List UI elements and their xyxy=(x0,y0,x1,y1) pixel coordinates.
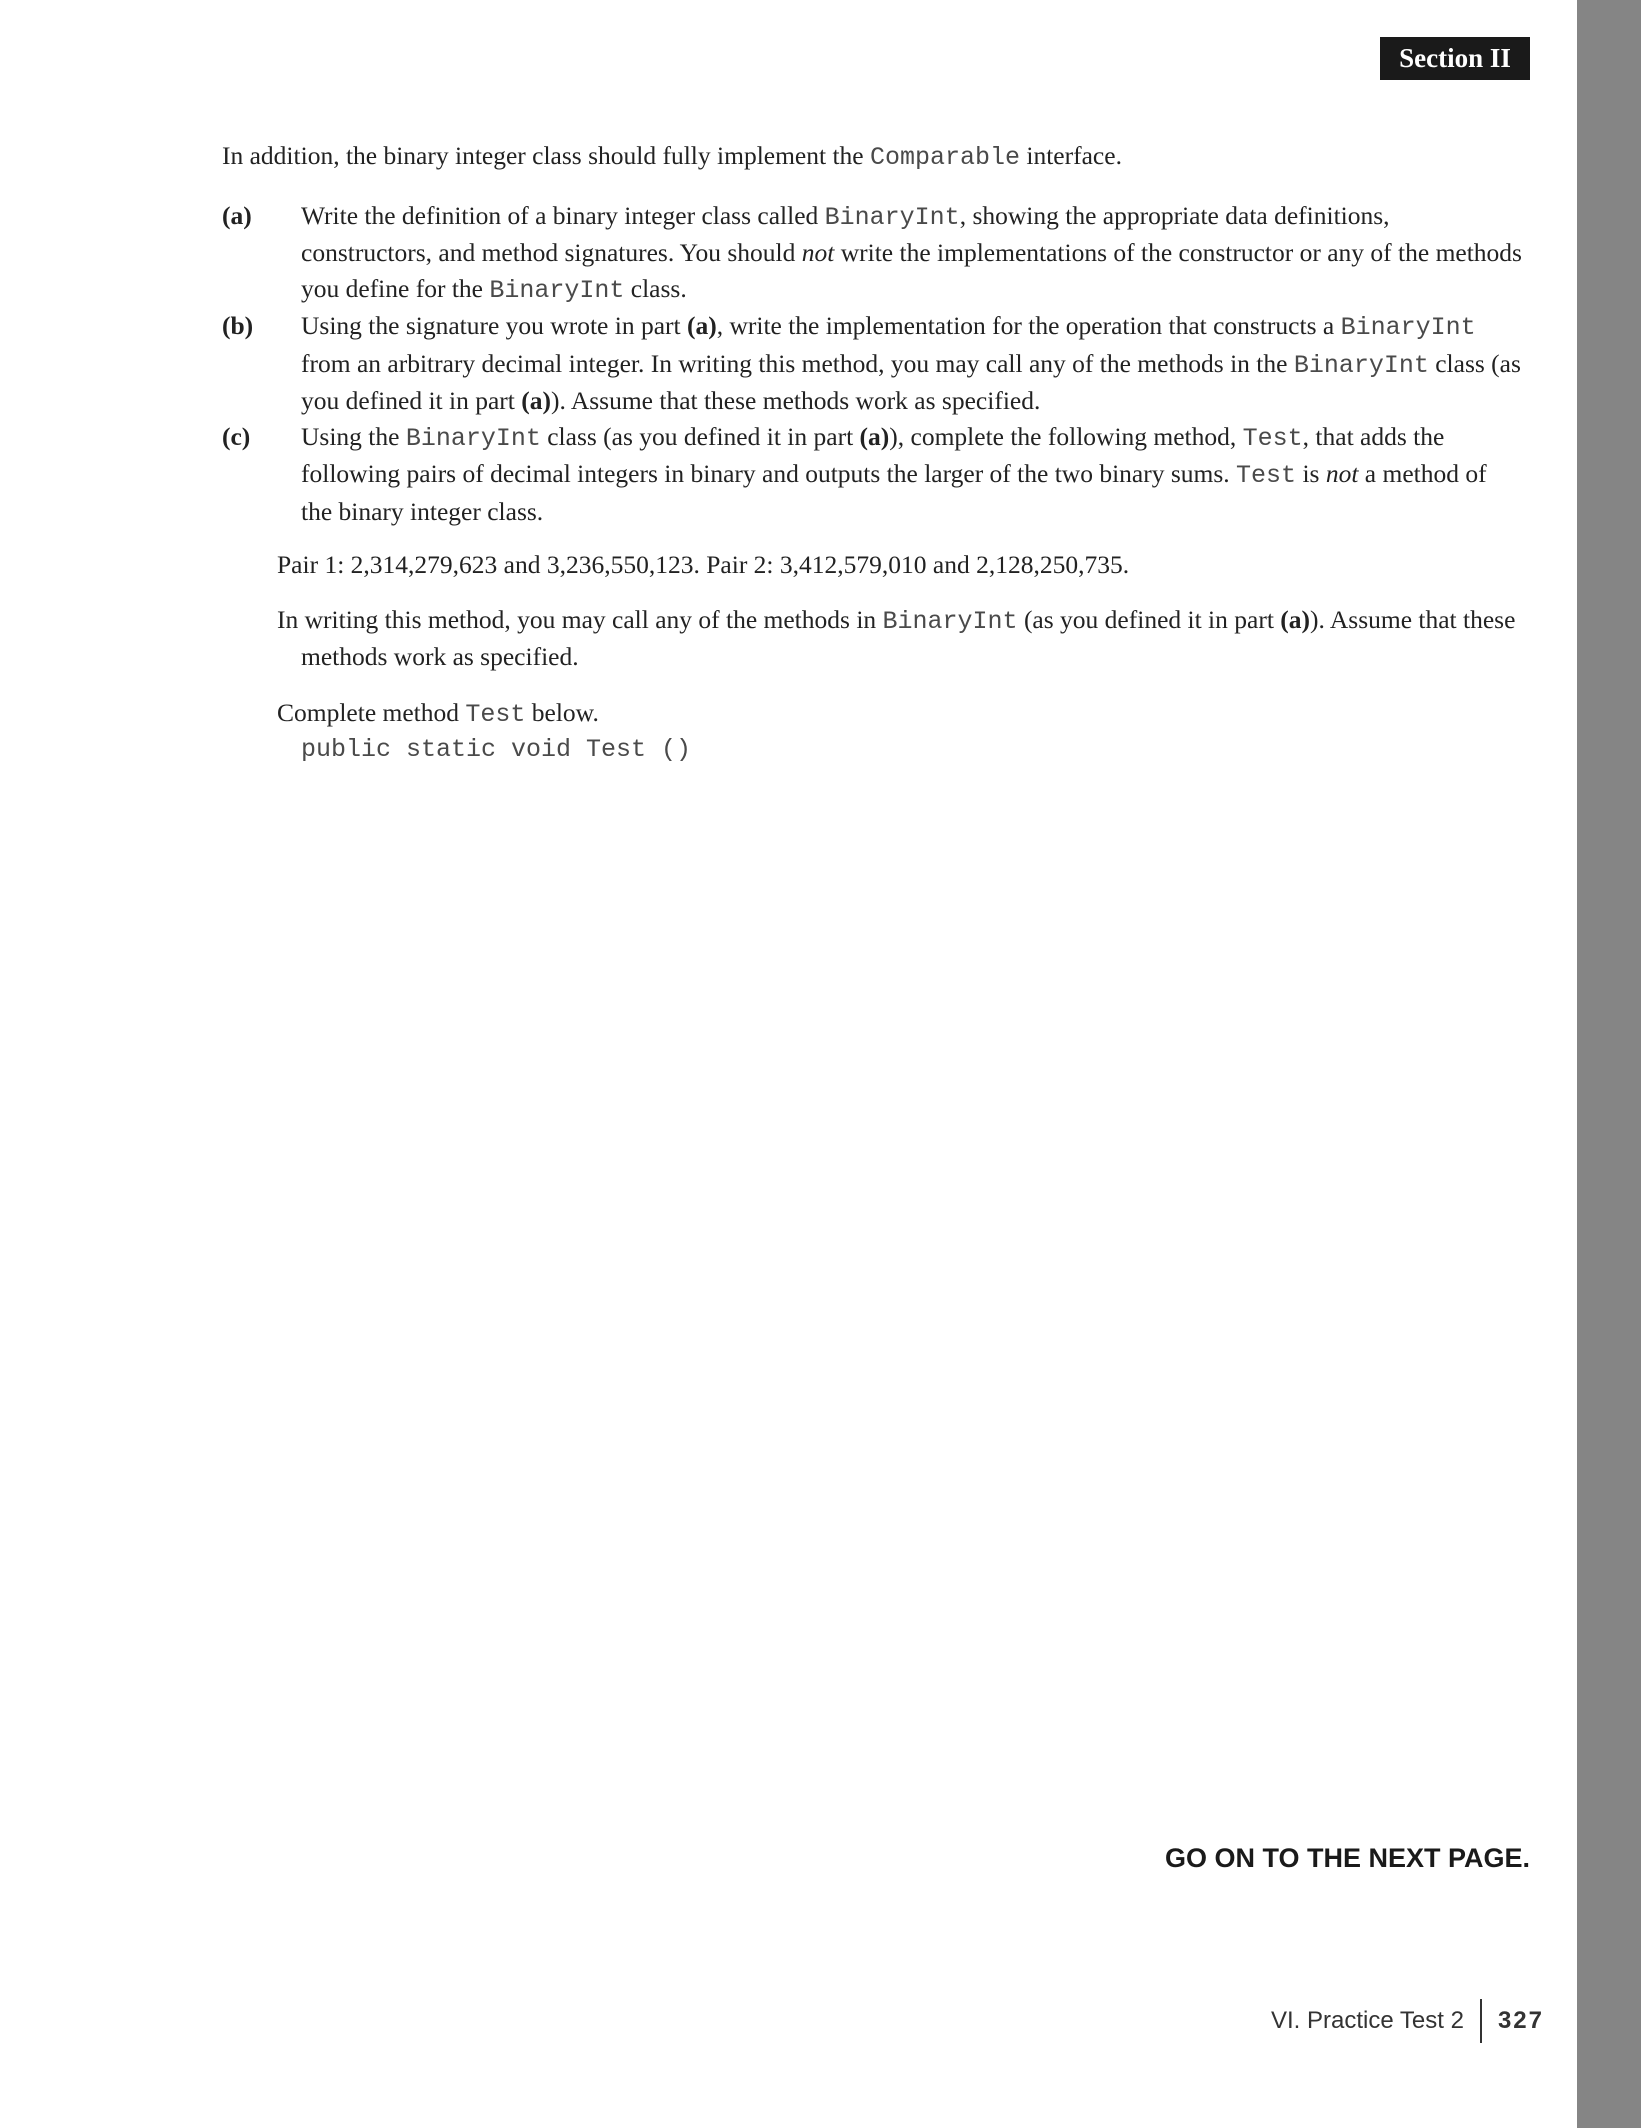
part-c-text-3: ), complete the following method, xyxy=(889,421,1243,451)
part-b-text-3: from an arbitrary decimal integer. In writing this method, you may call any of the methods in the xyxy=(301,348,1294,378)
complete-text-1: Complete method xyxy=(277,697,466,727)
part-b-text-5: ). Assume that these methods work as specified. xyxy=(550,386,1041,415)
writing-text-3: ). Assume that these methods work as specified. xyxy=(301,604,1516,671)
part-c-code-1: BinaryInt xyxy=(405,423,541,453)
footer-divider xyxy=(1480,1999,1482,2043)
part-c-text-6: a method of the binary integer class. xyxy=(301,459,1487,526)
method-signature-code: public static void Test () xyxy=(301,735,692,764)
part-b-text-2: , write the implementation for the operation that constructs a xyxy=(716,311,1341,340)
complete-instruction xyxy=(277,695,1522,733)
page-number: 327 xyxy=(1497,2007,1544,2034)
part-b-text-4: class (as you defined it in part xyxy=(301,348,1521,415)
writing-text-1: In writing this method, you may call any of the methods in xyxy=(277,604,883,634)
writing-ref-1: (a) xyxy=(1280,604,1311,634)
part-c-text-1: Using the xyxy=(301,421,406,451)
part-c-emphasis: not xyxy=(1325,459,1359,488)
part-a-text-2: , showing the appropriate data definitions, constructors, and method signatures. You should xyxy=(301,200,1390,267)
part-b-code-1: BinaryInt xyxy=(1340,313,1476,342)
writing-code-1: BinaryInt xyxy=(882,606,1018,636)
part-a-text-4: class. xyxy=(624,273,687,303)
writing-note xyxy=(277,602,1522,675)
part-a-code-1: BinaryInt xyxy=(824,202,960,232)
part-c-text-5: is xyxy=(1296,459,1326,488)
part-b-ref-2: (a) xyxy=(521,386,551,415)
part-a xyxy=(222,198,1522,309)
part-c-text-4: , that adds the following pairs of decimal integers in binary and outputs the larger of the two binary sums. xyxy=(301,421,1445,488)
part-b-text-1: Using the signature you wrote in part xyxy=(301,311,687,340)
part-a-text-1: Write the definition of a binary integer class called xyxy=(301,200,825,230)
pairs-text: Pair 1: 2,314,279,623 and 3,236,550,123. Pair 2: 3,412,579,010 and 2,128,250,735. xyxy=(277,550,1130,579)
part-b-code-2: BinaryInt xyxy=(1293,350,1429,380)
part-c-text-2: class (as you defined it in part xyxy=(540,421,860,451)
part-b-label: (b) xyxy=(222,311,254,340)
part-b xyxy=(222,308,1522,419)
section-header-tab xyxy=(1380,37,1530,80)
complete-code-1: Test xyxy=(465,699,526,729)
part-b-ref-1: (a) xyxy=(686,311,717,340)
writing-text-2: (as you defined it in part xyxy=(1017,604,1281,634)
part-c xyxy=(222,419,1522,530)
part-c-text xyxy=(301,419,1522,530)
part-c-code-3: Test xyxy=(1236,461,1297,490)
part-a-text-3: write the implementations of the constructor or any of the methods you define for the xyxy=(301,238,1522,303)
part-b-text xyxy=(301,308,1522,419)
part-a-label: (a) xyxy=(222,200,252,230)
question-content xyxy=(222,138,1522,768)
part-c-ref-1: (a) xyxy=(859,421,890,451)
side-margin-bar xyxy=(1577,0,1641,2128)
part-a-emphasis: not xyxy=(801,238,835,267)
go-on-next-page: GO ON TO THE NEXT PAGE. xyxy=(1164,1843,1530,1873)
page-footer xyxy=(1271,1998,1544,2044)
part-a-text xyxy=(301,198,1522,309)
complete-text-2: below. xyxy=(525,697,599,727)
part-title: VI. Practice Test 2 xyxy=(1270,2007,1464,2034)
part-c-label: (c) xyxy=(222,421,251,451)
part-a-code-2: BinaryInt xyxy=(489,275,625,305)
part-c-details xyxy=(277,547,1522,768)
intro-text-end: interface. xyxy=(1020,141,1122,170)
intro-paragraph xyxy=(222,138,1522,176)
intro-code: Comparable xyxy=(869,143,1021,172)
section-label: Section II xyxy=(1399,43,1511,73)
intro-text: In addition, the binary integer class should fully implement the xyxy=(222,141,870,170)
part-c-code-2: Test xyxy=(1242,423,1303,453)
